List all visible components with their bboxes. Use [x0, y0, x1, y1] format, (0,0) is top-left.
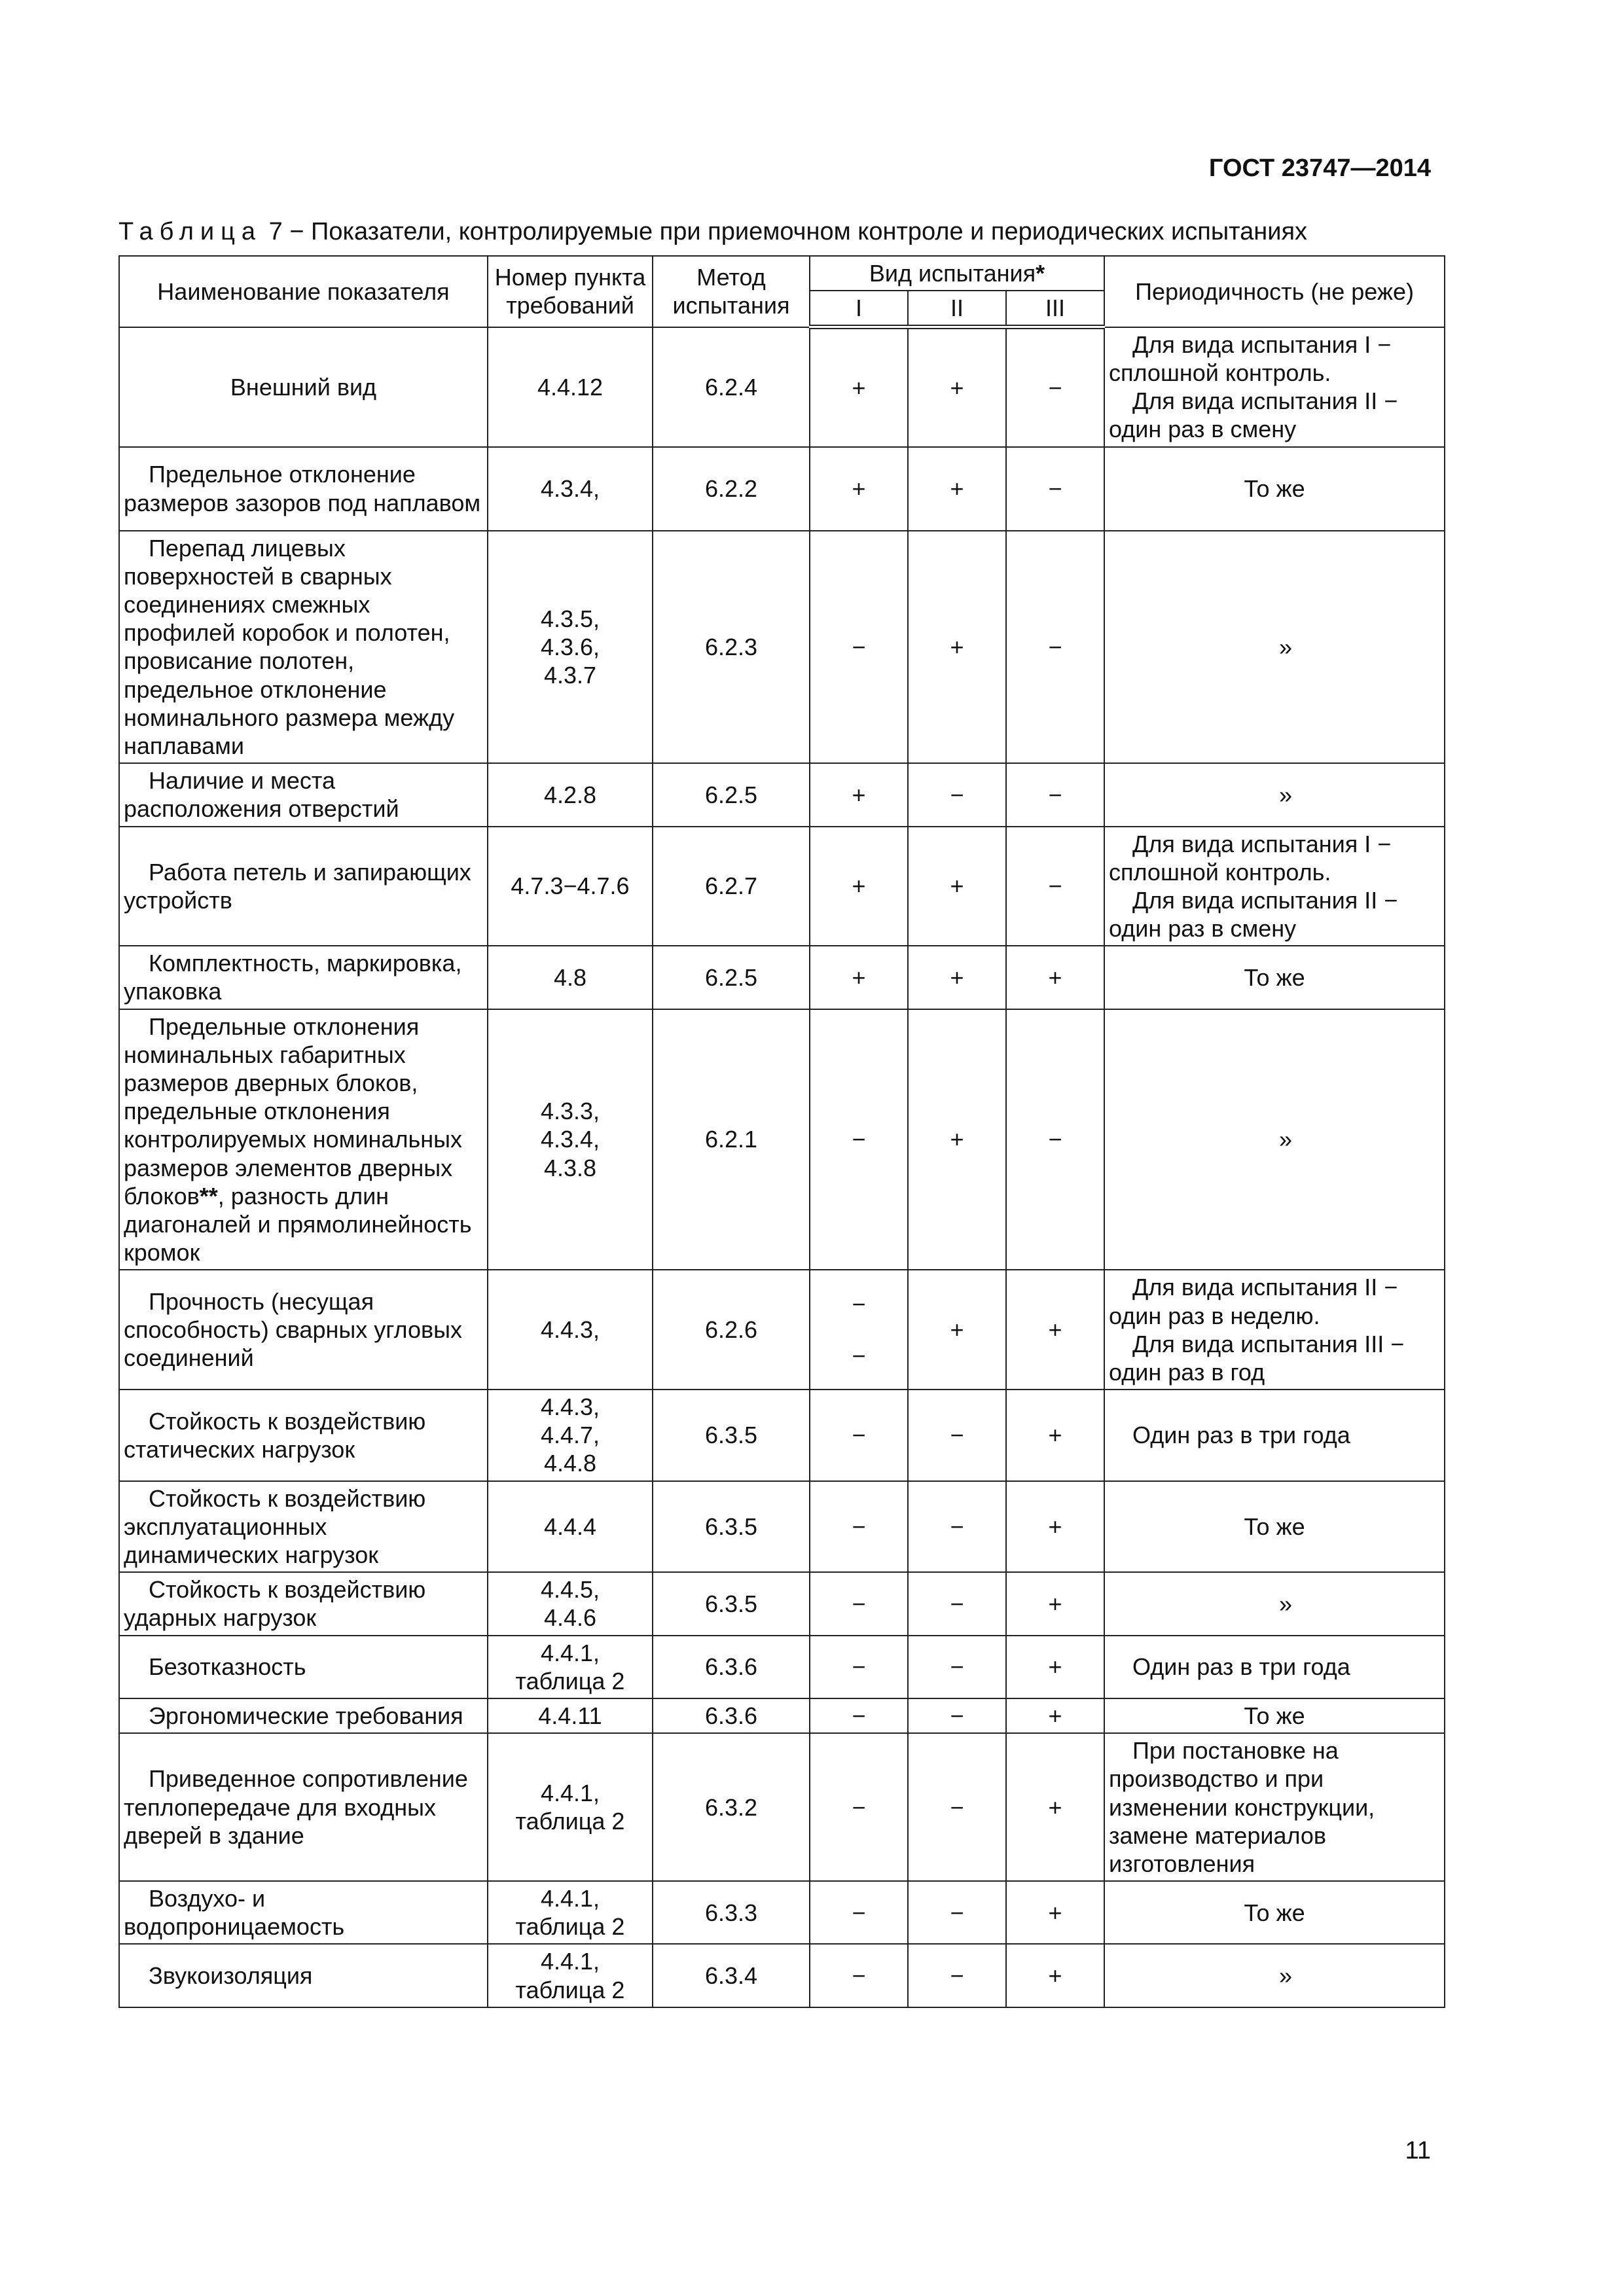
test-type-i: +: [810, 763, 908, 826]
indicator-name-main: Звукоизоляция: [149, 1962, 313, 1990]
test-method: 6.2.3: [653, 531, 810, 764]
indicator-name: [119, 447, 488, 531]
periodicity-line: Для вида испытания I −: [1132, 830, 1392, 857]
test-type-iii: −: [1006, 763, 1104, 826]
table-row: [119, 1390, 1445, 1481]
periodicity-line: сплошной контроль.: [1109, 858, 1331, 886]
test-type-ii: +: [908, 827, 1006, 946]
test-type-i-line: −: [852, 1342, 866, 1369]
test-method: 6.2.5: [653, 946, 810, 1009]
test-type-i: +: [810, 447, 908, 531]
test-method: 6.3.5: [653, 1572, 810, 1635]
test-type-ii: −: [908, 1881, 1006, 1944]
table-row: [119, 531, 1445, 764]
test-type-iii: +: [1006, 1698, 1104, 1733]
test-method: 6.2.1: [653, 1009, 810, 1270]
periodicity-line: один раз в год: [1109, 1358, 1265, 1386]
clause-number: 4.4.3,: [488, 1270, 653, 1390]
test-type-ii: +: [908, 1009, 1006, 1270]
table-row: [119, 1009, 1445, 1270]
indicator-name-main: Предельное отклонение размеров зазоров под наплавом: [124, 461, 481, 516]
clause-number: 4.4.11: [488, 1698, 653, 1733]
periodicity: То же: [1104, 1698, 1445, 1733]
indicator-name-text: [124, 534, 483, 761]
test-type-iii: −: [1006, 327, 1104, 447]
periodicity-line: один раз в неделю.: [1109, 1302, 1320, 1329]
test-type-iii: −: [1006, 531, 1104, 764]
test-type-iii: +: [1006, 1733, 1104, 1881]
clause-number-line: 4.4.3,: [540, 1393, 600, 1421]
test-type-ii: +: [908, 327, 1006, 447]
indicator-name: [119, 1270, 488, 1390]
clause-number: [488, 1572, 653, 1635]
caption-text: Показатели, контролируемые при приемочном контроле и периодических испытаниях: [311, 218, 1308, 245]
test-type-iii: −: [1006, 447, 1104, 531]
header-test-type-label: Вид испытания: [869, 260, 1036, 287]
indicator-name-main: Прочность (несущая способность) сварных угловых соединений: [124, 1287, 462, 1372]
table-row: [119, 1572, 1445, 1635]
test-type-iii: −: [1006, 827, 1104, 946]
periodicity: То же: [1104, 1481, 1445, 1573]
indicator-name-tail: , разность длин диагоналей и прямолинейность кромок: [124, 1182, 472, 1266]
clause-number: [488, 1009, 653, 1270]
test-type-i: −: [810, 1572, 908, 1635]
caption-dash: −: [289, 218, 304, 245]
periodicity-line: Для вида испытания III −: [1132, 1330, 1405, 1357]
test-type-iii: −: [1006, 1009, 1104, 1270]
periodicity: »: [1104, 531, 1445, 764]
periodicity: »: [1104, 1944, 1445, 2007]
indicators-table: [118, 255, 1445, 2008]
periodicity: »: [1104, 1572, 1445, 1635]
test-type-ii: −: [908, 1944, 1006, 2007]
indicator-name-main: Безотказность: [149, 1653, 306, 1681]
test-method: 6.3.6: [653, 1698, 810, 1733]
clause-number-line: 4.4.1,: [540, 1779, 600, 1806]
periodicity-line: Для вида испытания II −: [1132, 387, 1398, 415]
indicator-name-text: [124, 1013, 483, 1267]
indicator-name: [119, 1009, 488, 1270]
clause-number-line: 4.3.8: [543, 1154, 597, 1181]
indicator-name-text: [124, 373, 483, 401]
caption-label: Таблица: [118, 218, 262, 245]
clause-number-line: 4.4.1,: [540, 1948, 600, 1975]
document-standard: ГОСТ 23747—2014: [1208, 154, 1431, 182]
table-row: [119, 327, 1445, 447]
table-row: [119, 763, 1445, 826]
header-method: Метод испытания: [653, 256, 810, 327]
indicator-name: [119, 1481, 488, 1573]
test-method: 6.3.4: [653, 1944, 810, 2007]
table-row: [119, 1481, 1445, 1573]
clause-number-line: 4.3.6,: [540, 633, 600, 660]
indicator-name-text: [124, 858, 483, 914]
clause-number-line: таблица 2: [515, 1808, 625, 1835]
periodicity: [1104, 327, 1445, 447]
test-method: 6.3.3: [653, 1881, 810, 1944]
indicator-name: [119, 1390, 488, 1481]
indicator-name: [119, 763, 488, 826]
indicator-name: [119, 1881, 488, 1944]
test-method: 6.3.5: [653, 1481, 810, 1573]
test-type-ii: +: [908, 1270, 1006, 1390]
header-type-i: I: [810, 291, 908, 327]
indicator-name-main: Работа петель и запирающих устройств: [124, 858, 471, 914]
test-type-i: −: [810, 1881, 908, 1944]
periodicity-line: изготовления: [1109, 1850, 1255, 1877]
clause-number: [488, 1390, 653, 1481]
indicator-name-main: Перепад лицевых поверхностей в сварных соединениях смежных профилей коробок и полотен, провисание полотен, предельное отклонение номинального размера между наплавами: [124, 534, 455, 759]
indicator-name-main: Стойкость к воздействию ударных нагрузок: [124, 1576, 426, 1632]
test-type-ii: −: [908, 1698, 1006, 1733]
clause-number-line: 4.3.4,: [540, 1126, 600, 1153]
test-type-ii: +: [908, 531, 1006, 764]
indicator-name-text: [124, 1287, 483, 1372]
test-type-i: −: [810, 1636, 908, 1698]
test-type-i-line: −: [852, 1290, 866, 1318]
test-type-i: −: [810, 1944, 908, 2007]
indicator-name-note: **: [199, 1182, 218, 1210]
periodicity-line: один раз в смену: [1109, 416, 1297, 443]
indicator-name: [119, 827, 488, 946]
test-type-iii: +: [1006, 1636, 1104, 1698]
test-type-ii: −: [908, 1572, 1006, 1635]
indicator-name-main: Предельные отклонения номинальных габаритных размеров дверных блоков, предельные отклонения контролируемых номинальных размеров элементов дверных блоков: [124, 1013, 462, 1210]
test-type-i: −: [810, 1733, 908, 1881]
periodicity: То же: [1104, 1881, 1445, 1944]
test-type-ii: +: [908, 447, 1006, 531]
indicator-name-text: [124, 1962, 483, 1990]
periodicity: [1104, 1270, 1445, 1390]
indicator-name-main: Стойкость к воздействию эксплуатационных динамических нагрузок: [124, 1484, 426, 1568]
clause-number-line: 4.4.1,: [540, 1639, 600, 1666]
periodicity-line: изменении конструкции,: [1109, 1793, 1375, 1821]
clause-number: 4.8: [488, 946, 653, 1009]
indicator-name: [119, 1572, 488, 1635]
indicator-name: [119, 1698, 488, 1733]
indicator-name: [119, 1944, 488, 2007]
periodicity-line: Для вида испытания I −: [1132, 331, 1392, 358]
clause-number-line: таблица 2: [515, 1667, 625, 1695]
indicator-name-main: Приведенное сопротивление теплопередаче для входных дверей в здание: [124, 1765, 468, 1849]
indicator-name: [119, 1733, 488, 1881]
indicator-name-text: [124, 1653, 483, 1681]
table-row: [119, 1881, 1445, 1944]
test-method: 6.2.7: [653, 827, 810, 946]
header-test-type-note: *: [1036, 260, 1045, 287]
indicator-name-text: [124, 1702, 483, 1730]
indicator-name: [119, 327, 488, 447]
periodicity-line: производство и при: [1109, 1765, 1324, 1793]
test-type-iii: +: [1006, 1881, 1104, 1944]
test-method: 6.3.2: [653, 1733, 810, 1881]
test-type-i: −: [810, 1009, 908, 1270]
periodicity: То же: [1104, 946, 1445, 1009]
indicator-name-main: Стойкость к воздействию статических нагрузок: [124, 1407, 426, 1463]
periodicity-line: сплошной контроль.: [1109, 359, 1331, 387]
indicator-name: [119, 531, 488, 764]
table-row: [119, 1698, 1445, 1733]
clause-number-line: 4.4.5,: [540, 1576, 600, 1604]
test-type-iii: +: [1006, 1481, 1104, 1573]
test-method: 6.3.5: [653, 1390, 810, 1481]
periodicity-line: один раз в смену: [1109, 915, 1297, 942]
test-type-iii: +: [1006, 1572, 1104, 1635]
test-method: 6.2.2: [653, 447, 810, 531]
indicator-name-main: Внешний вид: [230, 373, 377, 401]
test-type-i: −: [810, 1698, 908, 1733]
table-caption: [118, 218, 1441, 246]
test-method: 6.2.6: [653, 1270, 810, 1390]
table-row: [119, 1944, 1445, 2007]
test-type-iii: +: [1006, 1944, 1104, 2007]
test-type-ii: −: [908, 1636, 1006, 1698]
header-type-iii: III: [1006, 291, 1104, 327]
header-clause: Номер пункта требований: [488, 256, 653, 327]
test-method: 6.3.6: [653, 1636, 810, 1698]
clause-number-line: 4.4.6: [543, 1604, 597, 1632]
header-type-ii: II: [908, 291, 1006, 327]
clause-number: [488, 1944, 653, 2007]
indicator-name-text: [124, 949, 483, 1005]
clause-number: [488, 531, 653, 764]
clause-number-line: 4.4.7,: [540, 1422, 600, 1449]
header-test-type: [810, 256, 1104, 291]
test-type-i: +: [810, 946, 908, 1009]
indicator-name: [119, 1636, 488, 1698]
test-type-ii: −: [908, 1733, 1006, 1881]
periodicity: [1104, 827, 1445, 946]
periodicity-line: замене материалов: [1109, 1821, 1327, 1849]
table-row: [119, 827, 1445, 946]
clause-number: 4.4.4: [488, 1481, 653, 1573]
clause-number-line: 4.3.3,: [540, 1098, 600, 1125]
test-type-ii: −: [908, 1390, 1006, 1481]
test-type-ii: −: [908, 1481, 1006, 1573]
test-type-iii: +: [1006, 1270, 1104, 1390]
clause-number-line: 4.4.8: [543, 1450, 597, 1477]
clause-number-line: таблица 2: [515, 1976, 625, 2003]
table-row: [119, 447, 1445, 531]
indicator-name-text: [124, 1575, 483, 1632]
clause-number: 4.2.8: [488, 763, 653, 826]
table-row: [119, 1733, 1445, 1881]
clause-number: 4.4.12: [488, 327, 653, 447]
test-type-iii: +: [1006, 946, 1104, 1009]
indicator-name-main: Эргономические требования: [149, 1702, 463, 1729]
table-row: [119, 1636, 1445, 1698]
periodicity-line: При постановке на: [1132, 1737, 1339, 1765]
indicator-name-text: [124, 1407, 483, 1463]
test-type-i: +: [810, 827, 908, 946]
table-row: [119, 1270, 1445, 1390]
indicator-name-main: Комплектность, маркировка, упаковка: [124, 950, 462, 1005]
clause-number-line: 4.3.7: [543, 661, 597, 689]
header-name: Наименование показателя: [119, 256, 488, 327]
clause-number: 4.7.3−4.7.6: [488, 827, 653, 946]
test-type-i: −: [810, 531, 908, 764]
clause-number-line: 4.3.5,: [540, 605, 600, 632]
table-body: [119, 327, 1445, 2007]
periodicity-line: Для вида испытания II −: [1132, 1274, 1398, 1301]
test-type-i: +: [810, 327, 908, 447]
periodicity: Один раз в три года: [1104, 1636, 1445, 1698]
test-type-ii: +: [908, 946, 1006, 1009]
header-period: Периодичность (не реже): [1104, 256, 1445, 327]
clause-number: 4.3.4,: [488, 447, 653, 531]
indicator-name-text: [124, 766, 483, 823]
table-row: [119, 946, 1445, 1009]
clause-number: [488, 1636, 653, 1698]
test-type-ii: −: [908, 763, 1006, 826]
indicator-name-main: Наличие и места расположения отверстий: [124, 767, 399, 823]
indicator-name-text: [124, 1884, 483, 1941]
test-type-i: [810, 1270, 908, 1390]
test-type-i: −: [810, 1390, 908, 1481]
clause-number-line: 4.4.1,: [540, 1885, 600, 1912]
periodicity: [1104, 1733, 1445, 1881]
caption-number: 7: [268, 218, 283, 245]
test-type-i: −: [810, 1481, 908, 1573]
test-type-iii: +: [1006, 1390, 1104, 1481]
indicator-name-text: [124, 460, 483, 516]
periodicity: »: [1104, 763, 1445, 826]
page-number: 11: [1405, 2137, 1431, 2164]
clause-number: [488, 1881, 653, 1944]
indicator-name-main: Воздухо- и водопроницаемость: [124, 1885, 345, 1941]
periodicity-line: Для вида испытания II −: [1132, 886, 1398, 914]
test-method: 6.2.4: [653, 327, 810, 447]
indicator-name: [119, 946, 488, 1009]
periodicity: Один раз в три года: [1104, 1390, 1445, 1481]
test-method: 6.2.5: [653, 763, 810, 826]
clause-number: [488, 1733, 653, 1881]
clause-number-line: таблица 2: [515, 1913, 625, 1941]
periodicity: То же: [1104, 447, 1445, 531]
periodicity: »: [1104, 1009, 1445, 1270]
indicator-name-text: [124, 1484, 483, 1570]
indicator-name-text: [124, 1765, 483, 1850]
